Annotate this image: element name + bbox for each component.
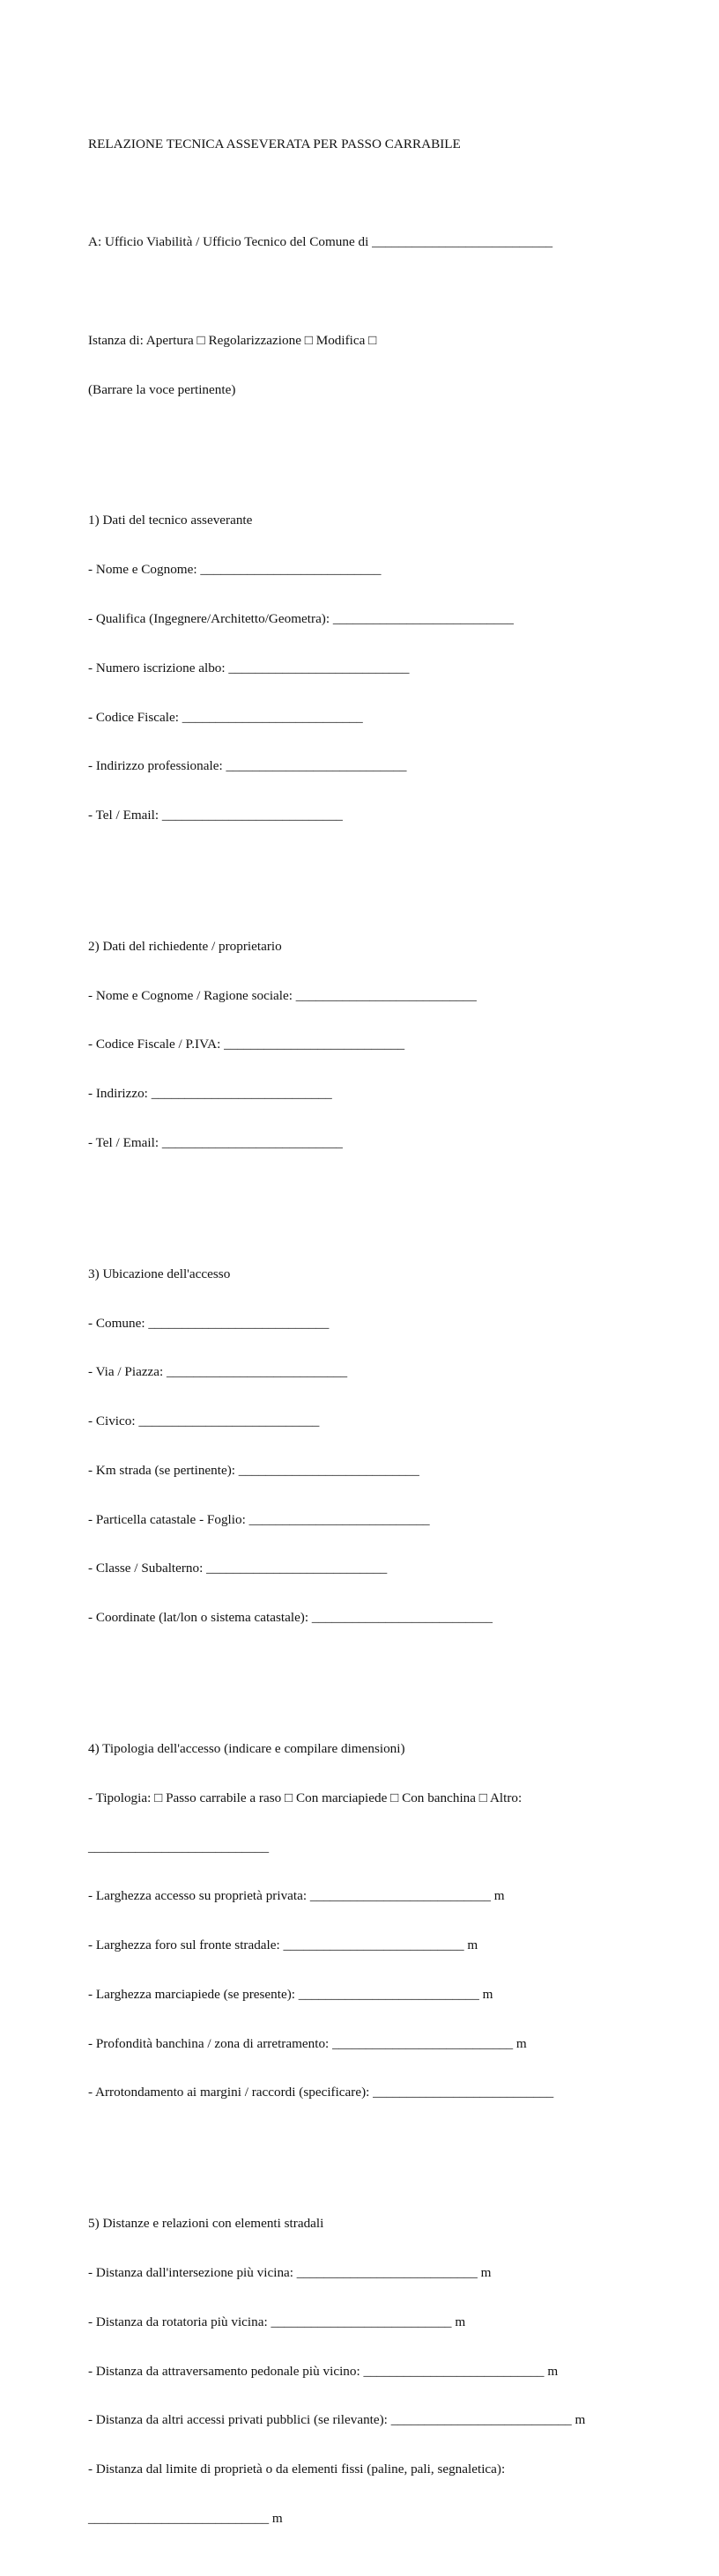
request-type-line: Istanza di: Apertura □ Regolarizzazione □ Modifica □ — [88, 332, 377, 348]
spacer — [88, 1659, 652, 1676]
addressee-line: A: Ufficio Viabilità / Ufficio Tecnico del Comune di ___________________________ — [88, 234, 553, 250]
field-line: ___________________________ m — [88, 2510, 283, 2526]
field-line: - Nome e Cognome: ___________________________ — [88, 562, 382, 578]
document-body — [88, 87, 652, 2576]
section-heading-access-type: 4) Tipologia dell'accesso (indicare e compilare dimensioni) — [88, 1740, 405, 1756]
field-line: - Numero iscrizione albo: ___________________________ — [88, 660, 410, 675]
field-line: - Classe / Subalterno: ___________________________ — [88, 1561, 388, 1576]
field-line: - Tel / Email: ___________________________ — [88, 1135, 343, 1150]
field-line: - Indirizzo: ___________________________ — [88, 1086, 332, 1102]
field-line: - Km strada (se pertinente): ___________________________ — [88, 1462, 419, 1478]
field-line: - Codice Fiscale / P.IVA: ___________________________ — [88, 1037, 405, 1052]
field-line: - Particella catastale - Foglio: ___________________________ — [88, 1511, 430, 1527]
field-line: - Coordinate (lat/lon o sistema catastale): ___________________________ — [88, 1610, 493, 1626]
field-line: - Distanza da rotatoria più vicina: ___________________________ m — [88, 2314, 466, 2329]
field-line: - Profondità banchina / zona di arretramento: ___________________________ m — [88, 2035, 527, 2051]
section-heading-distances: 5) Distanze e relazioni con elementi stradali — [88, 2216, 324, 2232]
field-line: - Comune: ___________________________ — [88, 1315, 330, 1331]
field-line: - Qualifica (Ingegnere/Architetto/Geometra): ___________________________ — [88, 611, 514, 626]
field-line: - Larghezza foro sul fronte stradale: ___________________________ m — [88, 1938, 478, 1953]
field-line: - Tipologia: □ Passo carrabile a raso □ Con marciapiede □ Con banchina □ Altro: — [88, 1790, 523, 1805]
spacer — [88, 857, 652, 874]
spacer — [88, 2134, 652, 2151]
section-heading-technician: 1) Dati del tecnico asseverante — [88, 513, 253, 528]
request-note: (Barrare la voce pertinente) — [88, 381, 236, 397]
field-line: - Tel / Email: ___________________________ — [88, 808, 343, 823]
field-line: - Larghezza accesso su proprietà privata: ___________________________ m — [88, 1888, 505, 1904]
section-heading-location: 3) Ubicazione dell'accesso — [88, 1266, 231, 1281]
spacer — [88, 284, 652, 300]
field-line: - Codice Fiscale: ___________________________ — [88, 709, 363, 725]
spacer — [88, 1185, 652, 1201]
field-line: - Via / Piazza: ___________________________ — [88, 1364, 348, 1380]
section-heading-applicant: 2) Dati del richiedente / proprietario — [88, 938, 282, 954]
spacer — [88, 431, 652, 447]
field-line: - Distanza dal limite di proprietà o da elementi fissi (paline, pali, segnaletica): — [88, 2462, 506, 2477]
field-line: - Larghezza marciapiede (se presente): ___________________________ m — [88, 1986, 493, 2002]
field-line: - Civico: ___________________________ — [88, 1413, 320, 1429]
field-line: - Distanza da attraversamento pedonale più vicino: ___________________________ m — [88, 2363, 559, 2379]
field-line: - Indirizzo professionale: ___________________________ — [88, 758, 407, 774]
field-line: ___________________________ — [88, 1839, 270, 1855]
document-title: RELAZIONE TECNICA ASSEVERATA PER PASSO CARRABILE — [88, 136, 461, 151]
field-line: - Arrotondamento ai margini / raccordi (specificare): ___________________________ — [88, 2085, 554, 2100]
field-line: - Distanza da altri accessi privati pubblici (se rilevante): ___________________________ m — [88, 2412, 586, 2428]
field-line: - Nome e Cognome / Ragione sociale: ___________________________ — [88, 987, 477, 1003]
field-line: - Distanza dall'intersezione più vicina: ___________________________ m — [88, 2264, 492, 2280]
spacer — [88, 186, 652, 203]
